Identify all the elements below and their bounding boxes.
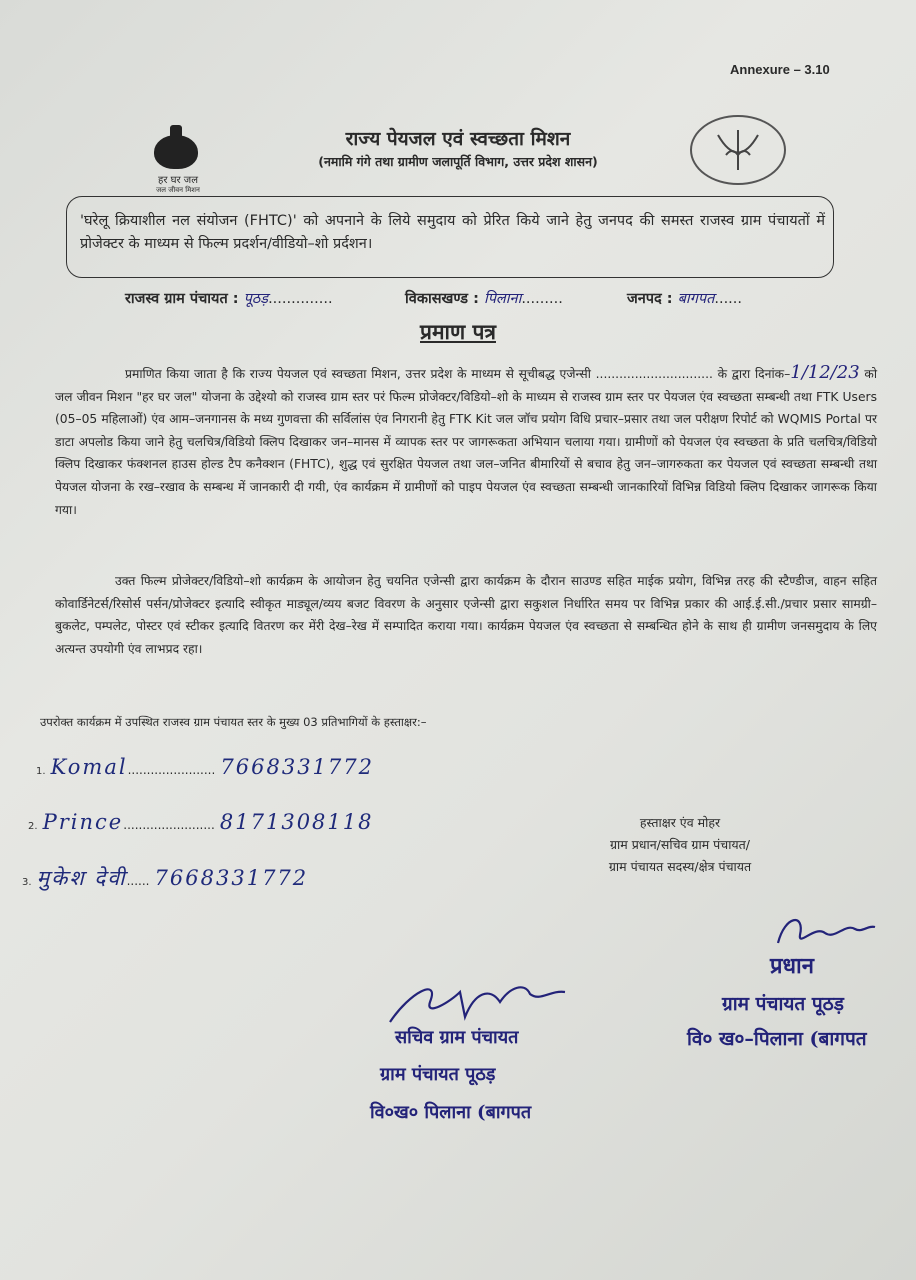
- panchayat-value: पूठड़: [243, 291, 269, 307]
- district-value: बागपत: [677, 291, 715, 307]
- attendee-number: 2.: [28, 821, 38, 832]
- attendee-phone: 7668331772: [154, 866, 309, 890]
- bow-arrow-fish-emblem-icon: [708, 125, 768, 175]
- pradhan-stamp-title: प्रधान: [770, 953, 814, 979]
- district-label: जनपद :: [627, 291, 673, 307]
- pradhan-signature: [770, 905, 880, 955]
- attendee-phone: 7668331772: [220, 755, 374, 779]
- sachiv-stamp-line2: ग्राम पंचायत पूठड़: [380, 1064, 496, 1085]
- attendee-row: 2. Prince........................ 8171308118: [28, 810, 374, 834]
- certificate-paragraph-2: उक्त फिल्म प्रोजेक्टर/विडियो–शो कार्यक्रम के आयोजन हेतु चयनित एजेन्सी द्वारा कार्यक्रम के दौरान साउण्ड सहित माईक प्रयोग, विभिन्न तरह की स्टैण्डीज, वाहन सहित कोवार्डिनेटर्स/रिसोर्स पर्सन/प्रोजेक्टर इत्यादि स्वीकृत माड्यूल/व्यय बजट विवरण के अनुसार एजेन्सी द्वारा सकुशल निर्धारित समय पर विभिन्न प्रकार की आई.ई.सी./प्रचार प्रसार सामग्री–बुकलेट, पम्पलेट, पोस्टर एवं स्टीकर इत्यादि वितरण कर मेंरी देख–रेख में सम्पादित कराया गया। कार्यक्रम पेयजल एंव स्वच्छता से सम्बन्धित होने के साथ ही ग्रामीण जनसमुदाय के लिए अत्यन्त उपयोगी एंव लाभप्रद रहा।: [55, 574, 877, 656]
- date-value: 1/12/23: [790, 362, 860, 383]
- attendee-name: Prince: [42, 810, 124, 834]
- sachiv-signature: [380, 972, 580, 1032]
- sachiv-stamp-title: सचिव ग्राम पंचायत: [395, 1027, 519, 1048]
- panchayat-label: राजस्व ग्राम पंचायत :: [125, 291, 239, 307]
- up-government-seal-icon: [690, 115, 786, 185]
- sachiv-stamp-line3: वि०ख० पिलाना (बागपत: [370, 1102, 532, 1123]
- block-field: विकासखण्ड : पिलाना.........: [405, 291, 563, 307]
- document-subtitle: (नमामि गंगे तथा ग्रामीण जलापूर्ति विभाग, उत्तर प्रदेश शासन): [318, 154, 598, 169]
- block-label: विकासखण्ड :: [405, 291, 479, 307]
- pradhan-stamp-line2: ग्राम पंचायत पूठड़: [722, 993, 844, 1015]
- certificate-paragraph-1: [55, 362, 877, 521]
- block-value: पिलाना: [483, 291, 522, 307]
- signature-block: [560, 812, 800, 878]
- signature-label: हस्ताक्षर एंव मोहर: [639, 815, 721, 830]
- attendee-number: 3.: [22, 877, 32, 888]
- logo-text-line2: जल जीवन मिशन: [156, 186, 200, 194]
- attendees-intro: उपरोक्त कार्यक्रम में उपस्थित राजस्व ग्राम पंचायत स्तर के मुख्य 03 प्रतिभागियों के हस्ताक्षर:–: [40, 715, 427, 729]
- attendee-phone: 8171308118: [219, 810, 374, 834]
- signatory-roles-line1: ग्राम प्रधान/सचिव ग्राम पंचायत/: [609, 837, 751, 852]
- document-title: राज्य पेयजल एवं स्वच्छता मिशन: [345, 128, 571, 150]
- attendee-name: Komal: [50, 755, 128, 779]
- panchayat-field: राजस्व ग्राम पंचायत : पूठड़..............: [125, 291, 333, 307]
- annexure-label: Annexure – 3.10: [730, 62, 830, 77]
- certificate-title: प्रमाण पत्र: [420, 320, 496, 344]
- paragraph-1-start: प्रमाणित किया जाता है कि राज्य पेयजल एवं स्वच्छता मिशन, उत्तर प्रदेश के माध्यम से सूचीबद्ध एजेन्सी .............................. के द्वारा दिनांक–: [125, 367, 791, 381]
- attendee-name: मुकेश देवी: [36, 866, 127, 890]
- district-field: जनपद : बागपत......: [627, 291, 743, 307]
- attendee-number: 1.: [36, 766, 46, 777]
- attendee-row: 3. मुकेश देवी...... 7668331772: [22, 866, 309, 890]
- program-description-text: 'घरेलू क्रियाशील नल संयोजन (FHTC)' को अपनाने के लिये समुदाय को प्रेरित किये जाने हेतु जनपद की समस्त राजस्व ग्राम पंचायतों में प्रोजेक्टर के माध्यम से फिल्म प्रदर्शन/वीडियो–शो प्रर्दशन।: [80, 213, 825, 252]
- pradhan-stamp-line3: वि० ख०–पिलाना (बागपत: [687, 1028, 867, 1050]
- paragraph-1-rest: को जल जीवन मिशन "हर घर जल" योजना के उद्देश्यो को राजस्व ग्राम स्तर परं फिल्म प्रोजेक्टर/विडियो–शो के माध्यम से राजस्व ग्राम स्तर पर पेयजल एंव स्वच्छता सम्बन्धी तथा FTK Users (05–05 महिलाओं) एंव आम–जनगानस के मध्य गुणवत्ता की सर्विलांस एंव निगरानी हेतु FTK Kit जल जॉच प्रयोग विधि प्रचार–प्रसार तथा जल परीक्षण रिपोर्ट को WQMIS Portal पर डाटा अपलोड किया जाने हेतु चलचित्र/विडियो क्लिप दिखाकर जन–मानस में व्यापक स्तर पर जागरूकता अभियान चलाया गया। ग्रामीणों को पेयजल एंव स्वच्छता के प्रति चलचित्र/विडियो क्लिप दिखाकर फंक्शनल हाउस होल्ड टैप कनैक्शन (FHTC), शुद्ध एवं सुरक्षित पेयजल तथा जल–जनित बीमारियों से बचाव हेतु जन–जागरुकता कर पेयजल एवं स्वच्छता सम्बन्धी तथा पेयजल योजना के रख–रखाव के सम्बन्ध में जानकारी दी गयी, एंव कार्यक्रम में ग्रामीणों को पाइप पेयजल एंव स्वच्छता सम्बन्धी जानकारियों विभिन्न विडियो क्लिप दिखाकर जागरूक किया गया।: [55, 367, 877, 517]
- logo-text-line1: हर घर जल: [158, 175, 198, 186]
- signatory-roles-line2: ग्राम पंचायत सदस्य/क्षेत्र पंचायत: [608, 859, 752, 874]
- attendee-row: 1. Komal....................... 7668331772: [36, 755, 374, 779]
